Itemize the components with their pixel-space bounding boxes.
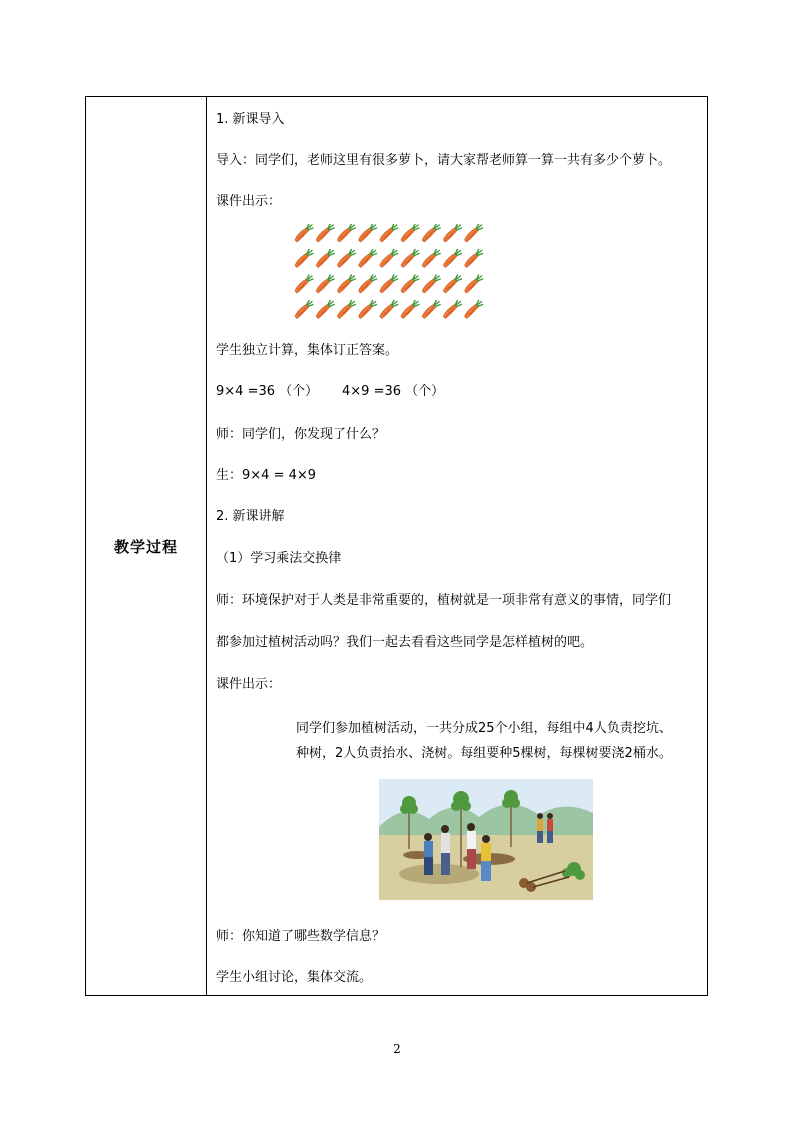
teacher-paragraph-line2: 都参加过植树活动吗？我们一起去看看这些同学是怎样植树的吧。	[216, 635, 594, 650]
carrot-icon	[359, 250, 377, 268]
student-calc-text: 学生独立计算，集体订正答案。	[216, 343, 399, 358]
carrot-icon	[443, 275, 461, 293]
carrot-icon	[401, 250, 419, 268]
carrot-icon	[380, 250, 398, 268]
carrot-icon	[295, 250, 313, 268]
group-discussion-text: 学生小组讨论，集体交流。	[216, 970, 373, 985]
problem-line2: 种树，2人负责抬水、浇树。每组要种5棵树，每棵树要浇2桶水。	[296, 746, 672, 761]
carrot-icon	[422, 224, 440, 242]
table-column-divider	[206, 96, 207, 996]
carrot-icon	[422, 301, 440, 319]
section1-title: 1. 新课导入	[216, 112, 285, 127]
carrot-icon	[380, 275, 398, 293]
carrot-icon	[316, 301, 334, 319]
carrot-icon	[337, 250, 355, 268]
carrot-icon	[443, 250, 461, 268]
carrot-icon	[316, 275, 334, 293]
carrot-icon	[465, 224, 483, 242]
section2-title: 2. 新课讲解	[216, 509, 285, 524]
carrot-icon	[316, 250, 334, 268]
subsection1-title: （1）学习乘法交换律	[216, 551, 342, 566]
teacher-paragraph-line1: 师：环境保护对于人类是非常重要的，植树就是一项非常有意义的事情，同学们	[216, 593, 672, 608]
intro-text: 导入：同学们，老师这里有很多萝卜，请大家帮老师算一算一共有多少个萝卜。	[216, 153, 672, 168]
carrot-icon	[465, 250, 483, 268]
carrot-icon	[295, 224, 313, 242]
page-number: 2	[393, 1042, 401, 1056]
courseware-label-1: 课件出示：	[216, 194, 282, 209]
teacher-question-2: 师：你知道了哪些数学信息？	[216, 929, 386, 944]
carrot-icon	[295, 275, 313, 293]
student-answer: 生：9×4 = 4×9	[216, 468, 317, 483]
tree-planting-illustration	[379, 779, 593, 900]
teacher-question-1: 师：同学们，你发现了什么？	[216, 427, 386, 442]
carrot-icon	[443, 301, 461, 319]
carrot-icon	[465, 275, 483, 293]
carrot-icon	[422, 275, 440, 293]
carrot-icon	[359, 224, 377, 242]
carrot-icon	[337, 301, 355, 319]
carrot-icon	[337, 275, 355, 293]
carrot-icon	[443, 224, 461, 242]
equation-a: 9×4 =36 （个）	[216, 384, 319, 399]
carrot-icon	[316, 224, 334, 242]
carrot-icon	[422, 250, 440, 268]
carrot-icon	[359, 275, 377, 293]
row-label: 教学过程	[113, 537, 178, 556]
carrot-icon	[337, 224, 355, 242]
carrot-icon	[380, 224, 398, 242]
carrot-icon	[401, 224, 419, 242]
row-label-cell	[86, 96, 206, 996]
carrot-icon	[380, 301, 398, 319]
problem-line1: 同学们参加植树活动，一共分成25个小组，每组中4人负责挖坑、	[296, 721, 672, 736]
carrot-icon	[401, 275, 419, 293]
carrot-icon	[359, 301, 377, 319]
carrot-icon	[295, 301, 313, 319]
equation-b: 4×9 =36 （个）	[342, 384, 445, 399]
carrot-grid-image	[293, 224, 489, 324]
carrot-icon	[401, 301, 419, 319]
courseware-label-2: 课件出示：	[216, 677, 282, 692]
carrot-icon	[465, 301, 483, 319]
